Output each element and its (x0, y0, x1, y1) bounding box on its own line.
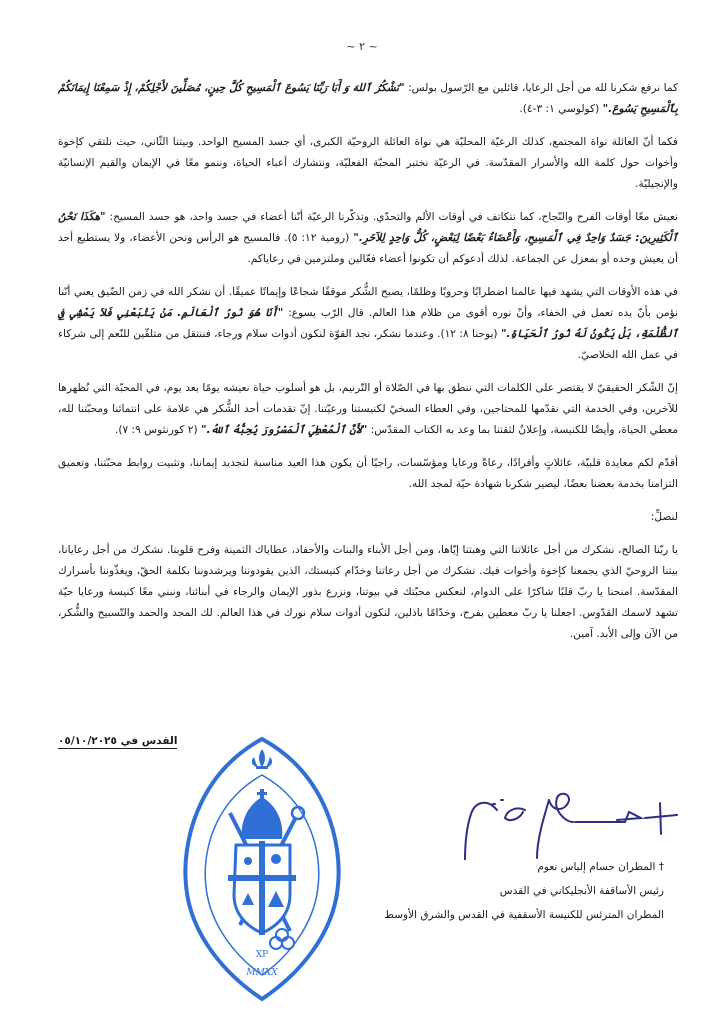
handwritten-signature (445, 770, 695, 860)
paragraph-text: (يوحنا ٨: ١٢). وعندما نشكر، نجد القوّة لنكون أدوات سلام ورجاء، فننتقل من متلقّين للنّعم إلى شركاء في عمل الله الخلاصيّ. (58, 328, 678, 361)
seal-monogram: XP (255, 950, 269, 960)
letter-body (58, 78, 678, 657)
prayer-heading (58, 507, 678, 528)
page-number: ~ ٢ ~ (346, 40, 378, 53)
scripture-reference: (كولوسي ١: ٣-٤). (519, 103, 603, 115)
paragraph-text: فكما أنّ العائلة نواة المجتمع، كذلك الرعيّة المحليّة هي نواة العائلة الروحيّة الكبرى، أي جسد المسيح الواحد. وبيتنا الثّاني، حيث نلتقي كإخوة وأخوات حول كلمة الله والأسرار المقدّسة. في الرعيّة نختبر المحبّة الفعليّة، ونتشارك أعباء الحياة، وننمو معًا في الإيمان والقيم الإنسانيّة والإنجيليّة. (58, 136, 678, 190)
episcopal-seal (178, 735, 346, 1003)
paragraph-text: إنّ الشّكر الحقيقيّ لا يقتصر على الكلمات التي ننطق بها في الصّلاة أو التّرنيم، بل هو أسلوب حياة نعيشه يومًا بعد يوم، في المحبّة التي نُظهرها للآخرين، وفي الخدمة التي نقدّمها للمحتاجين، وفي العطاء السخيّ لكنيستنا ورعيّتنا. إنّ تقدمات أحد الشُّكر هي علامة على انتمائنا ومحبّتنا لله، معطي الحياة، وأيضًا للكنيسة، وإعلانٌ لثقتنا بما وعد به الكتاب المقدّس: (58, 382, 678, 436)
paragraph (58, 282, 678, 366)
paragraph-text: لنصلِّ: (650, 511, 678, 523)
paragraph-text: في هذه الأوقات التي يشهد فيها عالمنا اضطرابًا وحروبًا وظلمًا، يصبح الشُّكر موقفًا شجاعًا وإيمانًا عميقًا. أن نشكر الله في زمن الضّيق يعني أنّنا نؤمن بأنّ يده تعمل في الخفاء، وأنّ نوره أقوى من ظلام هذا العالم. قال الرّب يسوع: (58, 286, 679, 319)
prayer (58, 540, 678, 645)
date-line: القدس في ٠٥/١٠/٢٠٢٥ (58, 735, 178, 747)
scripture-quote: "أَنَا هُوَ نُورُ ٱلْعَالَمِ. مَنْ يَتْبَعْنِي فَلاَ يَمْشِي فِي ٱلظُّلْمَةِ، بَلْ يَكُونُ لَهُ نُورُ ٱلْحَيَاةِ." (58, 307, 678, 340)
bishop-name: † المطران حسام إلياس نعوم (537, 861, 664, 873)
scripture-quote: "نَشْكُرُ ٱللهَ وَ أَبَا رَبِّنَا يَسُوعَ ٱلْمَسِيحِ كُلَّ حِينٍ، مُصَلِّينَ لأَجْلِكُمْ، إِذْ سَمِعْنَا إِيمَانَكُمْ بِٱلْمَسِيحِ يَسُوعَ." (58, 82, 678, 115)
paragraph (58, 453, 678, 495)
paragraph-text: يا ربّنا الصالح، نشكرك من أجل عائلاتنا التي وهبتنا إيّاها، ومن أجل الأبناء والبنات والأحفاد، عطاياك الثمينة وفرح قلوبنا. نشكرك من أجل رعايانا، بيتنا الروحيّ الذي يجمعنا كإخوة وأخوات فيك. نشكرك من أجل رعاتنا وخدّام كنيستك، الذين يقودوننا ويرشدوننا بكلمة الحقّ، ويغذّوننا بأسرارك المقدّسة. امنحنا يا ربّ قلبًا شاكرًا على الدوام، لنعكس محبّتك في بيوتنا، ونزرع بذور الإيمان والرجاء في أبنائنا، ونبني معًا كنيسة ورعايا حيّة تشهد لاسمك القدّوس. اجعلنا يا ربّ معطين بفرح، وخدّامًا باذلين، لنكون أدوات سلام نورك في هذا العالم. لك المجد والحمد والتّسبيح والشُّكر، من الآن وإلى الأبد. آمين. (58, 544, 678, 640)
paragraph (58, 78, 678, 120)
scripture-quote: "لأَنَّ ٱلْمُعْطِيَ ٱلْمَسْرُورَ يُحِبُّهُ ٱللهُ." (200, 424, 368, 436)
fleur-de-lis-icon (252, 749, 272, 769)
paragraph (58, 378, 678, 441)
seal-year: MMXX (246, 968, 278, 978)
scripture-quote: "هكَذَا نَحْنُ ٱلْكَثِيرِينَ: جَسَدٌ وَاحِدٌ فِي ٱلْمَسِيحِ، وَأَعْضَاءٌ بَعْضًا لِبَعْضٍ، كُلُّ وَاحِدٍ لِلآخَرِ." (58, 211, 678, 244)
scripture-reference: (٢ كورنثوس ٩: ٧). (114, 424, 201, 436)
bishop-office: المطران المترئس للكنيسة الأسقفية في القدس والشرق الأوسط (384, 909, 664, 921)
paragraph-text: أقدّم لكم معايدة قلبيّة، عائلاتٍ وأفرادًا، رعاةً ورعايا ومؤسّسات، راجيًا أن يكون هذا العيد مناسبة لتجديد إيماننا، وتثبيت روابط محبّتنا، وتعميق التزامنا بخدمة بعضنا بعضًا، ليصير شكرنا شهادة حيّة لمجد الله. (58, 457, 678, 490)
paragraph-text: (رومية ١٢: ٥). فالمسيح هو الرأس ونحن الأعضاء، ولا يستطيع أحد أن يعيش وحده أو بمعزل عن الجماعة. لذلك أدعوكم أن تكونوا أعضاء فعّالين وملتزمين في رعاياكم. (58, 232, 678, 265)
paragraph-text: كما نرفع شكرنا لله من أجل الرعايا، قائلين مع الرّسول بولس: (404, 82, 678, 94)
paragraph-text: نعيش معًا أوقات الفرح والنّجاح، كما نتكاتف في أوقات الألم والتحدّي. وتذكّرنا الرعيّة أنّنا أعضاء في جسد واحد، هو جسد المسيح: (105, 211, 678, 223)
signature-strokes (465, 794, 677, 860)
mitre-icon (242, 789, 283, 839)
trinity-knot-icon (270, 929, 294, 949)
signature-block (384, 855, 664, 927)
paragraph (58, 132, 678, 195)
paragraph (58, 207, 678, 270)
bishop-title: رئيس الأساقفة الأنجليكاني في القدس (499, 885, 664, 897)
